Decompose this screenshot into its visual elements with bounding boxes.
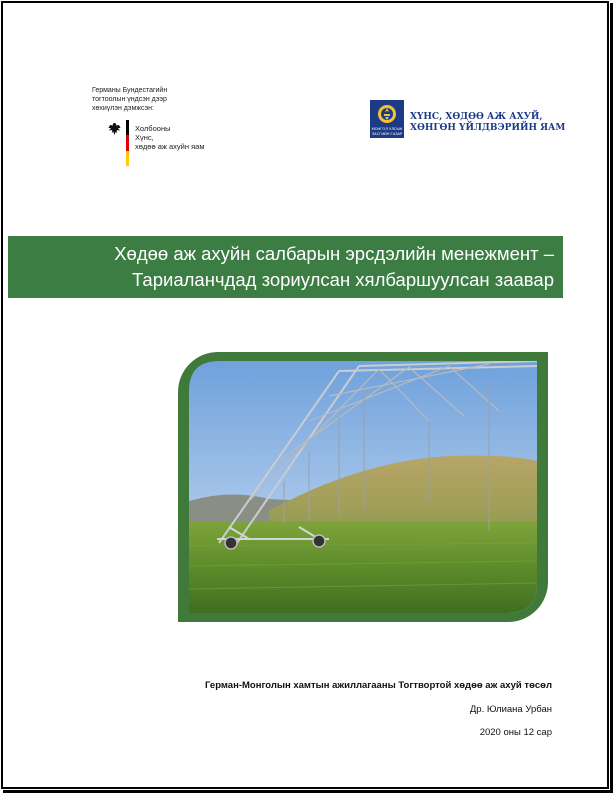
eagle-icon <box>108 122 121 136</box>
cover-photo-frame <box>178 352 548 622</box>
german-logo <box>92 86 167 113</box>
author-name: Др. Юлиана Урбан <box>469 704 552 715</box>
german-flag-stripe <box>126 120 129 166</box>
project-name: Герман-Монголын хамтын ажиллагааны Тогтвортой хөдөө аж ахуй төсөл <box>205 680 552 691</box>
german-logo-intro: Германы Бундестагийн тогтоолын үндсэн дээр хөхиүлэн дэмжсэн: <box>92 87 168 112</box>
mongolian-emblem-icon <box>370 100 404 138</box>
page-shadow-right <box>610 3 613 792</box>
flag-red <box>126 135 129 150</box>
publication-date: 2020 оны 12 сар <box>479 727 552 738</box>
document-title-line-1: Хөдөө аж ахуйн салбарын эрсдэлийн менежмент – <box>114 243 554 264</box>
svg-text:МОНГОЛ УЛСЫН: МОНГОЛ УЛСЫН <box>371 127 403 131</box>
svg-text:ЗАСГИЙН ГАЗАР: ЗАСГИЙН ГАЗАР <box>371 132 403 136</box>
mongolian-ministry-name: ХҮНС, ХӨДӨӨ АЖ АХУЙ, ХӨНГӨН ҮЙЛДВЭРИЙН ЯАМ <box>410 112 566 133</box>
irrigation-field-photo <box>189 361 537 613</box>
german-ministry-name: Холбооны Хүнс, хөдөө аж ахуйн яам <box>135 124 205 151</box>
document-title-line-2: Тариаланчдад зориулсан хялбаршуулсан заавар <box>131 269 554 290</box>
flag-gold <box>126 151 129 166</box>
flag-black <box>126 120 129 135</box>
page-shadow-bottom <box>3 790 613 793</box>
title-band <box>8 236 563 298</box>
